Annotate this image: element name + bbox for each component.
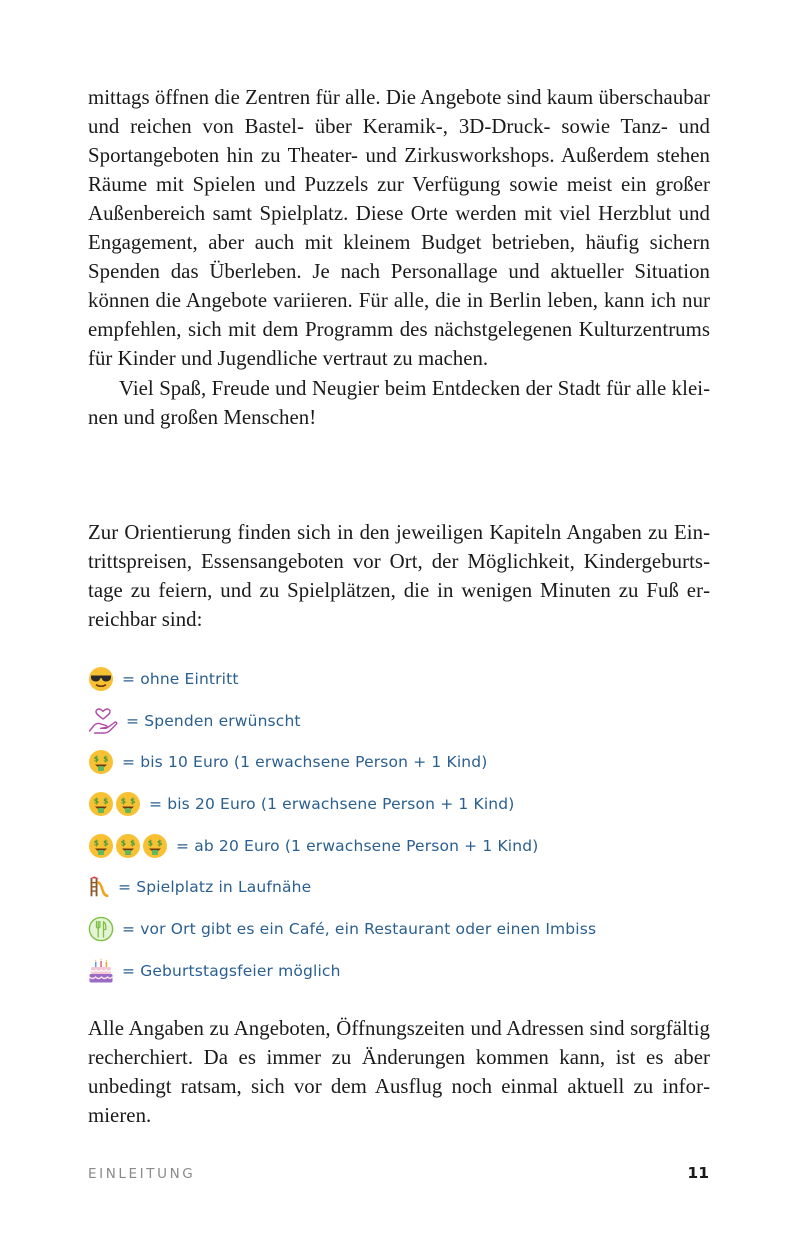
legend-label: = Spenden erwünscht [126,711,301,730]
legend-item-food [88,908,710,950]
legend-item-up-to-10-euro [88,741,710,783]
svg-text:$: $ [130,838,136,848]
legend-item-from-20-euro [88,825,710,867]
legend-item-donations [88,700,710,742]
svg-text:$: $ [93,838,99,848]
legend-item-birthday [88,950,710,992]
legend-label: = ab 20 Euro (1 erwachsene Person + 1 Kind) [176,836,539,855]
money-mouth-face-icon [142,833,168,859]
money-mouth-face-icon [115,791,141,817]
sunglasses-face-icon [88,666,114,692]
svg-text:$: $ [93,754,99,764]
heart-hand-icon [88,708,118,734]
money-mouth-face-icon [115,833,141,859]
svg-text:$: $ [157,838,163,848]
closing-paragraph: Alle Angaben zu Angeboten, Öffnungszeiten und Adressen sind sorgfältig recherchiert. Da es immer zu Änderungen kommen kann, ist es aber unbedingt ratsam, sich vor dem Ausflug noch einmal aktuell zu informieren. [88,1017,710,1127]
legend-intro-paragraph: Zur Orientierung finden sich in den jeweiligen Kapiteln Angaben zu Eintrittspreisen, Essensangeboten vor Ort, der Möglichkeit, Kindergeburtstage zu feiern, und zu Spielplätzen, die in wenigen Minuten zu Fuß erreichbar sind: [88,521,710,631]
money-mouth-face-icon [88,749,114,775]
legend-label: = Geburtstagsfeier möglich [122,961,341,980]
body-paragraph-1: mittags öffnen die Zentren für alle. Die Angebote sind kaum überschaubar und reichen von Bastel- über Keramik-, 3D-Druck- sowie Tanz- und Sportangeboten hin zu Theater- und Zirkusworkshops. Außerdem stehen Räume mit Spielen und Puzzels zur Verfügung sowie meist ein großer Außenbereich samt Spielplatz. Diese Orte werden mit viel Herzblut und Engagement, aber auch mit kleinem Budget betrieben, häufig sichern Spenden das Überleben. Je nach Personallage und aktueller Situation können die Angebote variieren. Für alle, die in Berlin leben, kann ich nur empfehlen, sich mit dem Programm des nächstgelegenen Kulturzentrums für Kinder und Jugendliche vertraut zu machen. [88,86,710,370]
legend-label: = bis 20 Euro (1 erwachsene Person + 1 Kind) [149,794,515,813]
playground-slide-icon [88,874,110,900]
fork-knife-icon [88,916,114,942]
money-mouth-face-icon [88,791,114,817]
legend-label: = vor Ort gibt es ein Café, ein Restaurant oder einen Imbiss [122,919,597,938]
legend-label: = bis 10 Euro (1 erwachsene Person + 1 Kind) [122,753,488,772]
svg-text:$: $ [103,796,109,806]
birthday-cake-icon [88,958,114,984]
svg-text:$: $ [93,796,99,806]
svg-text:$: $ [103,754,109,764]
legend-label: = ohne Eintritt [122,669,239,688]
svg-text:$: $ [103,838,109,848]
legend-item-up-to-20-euro [88,783,710,825]
svg-text:$: $ [120,838,126,848]
svg-text:$: $ [120,796,126,806]
legend-item-free-entry [88,658,710,700]
body-paragraph-2: Viel Spaß, Freude und Neugier beim Entdecken der Stadt für alle kleinen und großen Menschen! [88,377,710,429]
running-footer-section: EINLEITUNG [88,1166,196,1182]
money-mouth-face-icon [88,833,114,859]
page-number: 11 [687,1164,709,1182]
svg-text:$: $ [147,838,153,848]
symbol-legend [88,658,710,992]
legend-label: = Spielplatz in Laufnähe [118,878,312,897]
svg-text:$: $ [130,796,136,806]
legend-item-playground [88,866,710,908]
